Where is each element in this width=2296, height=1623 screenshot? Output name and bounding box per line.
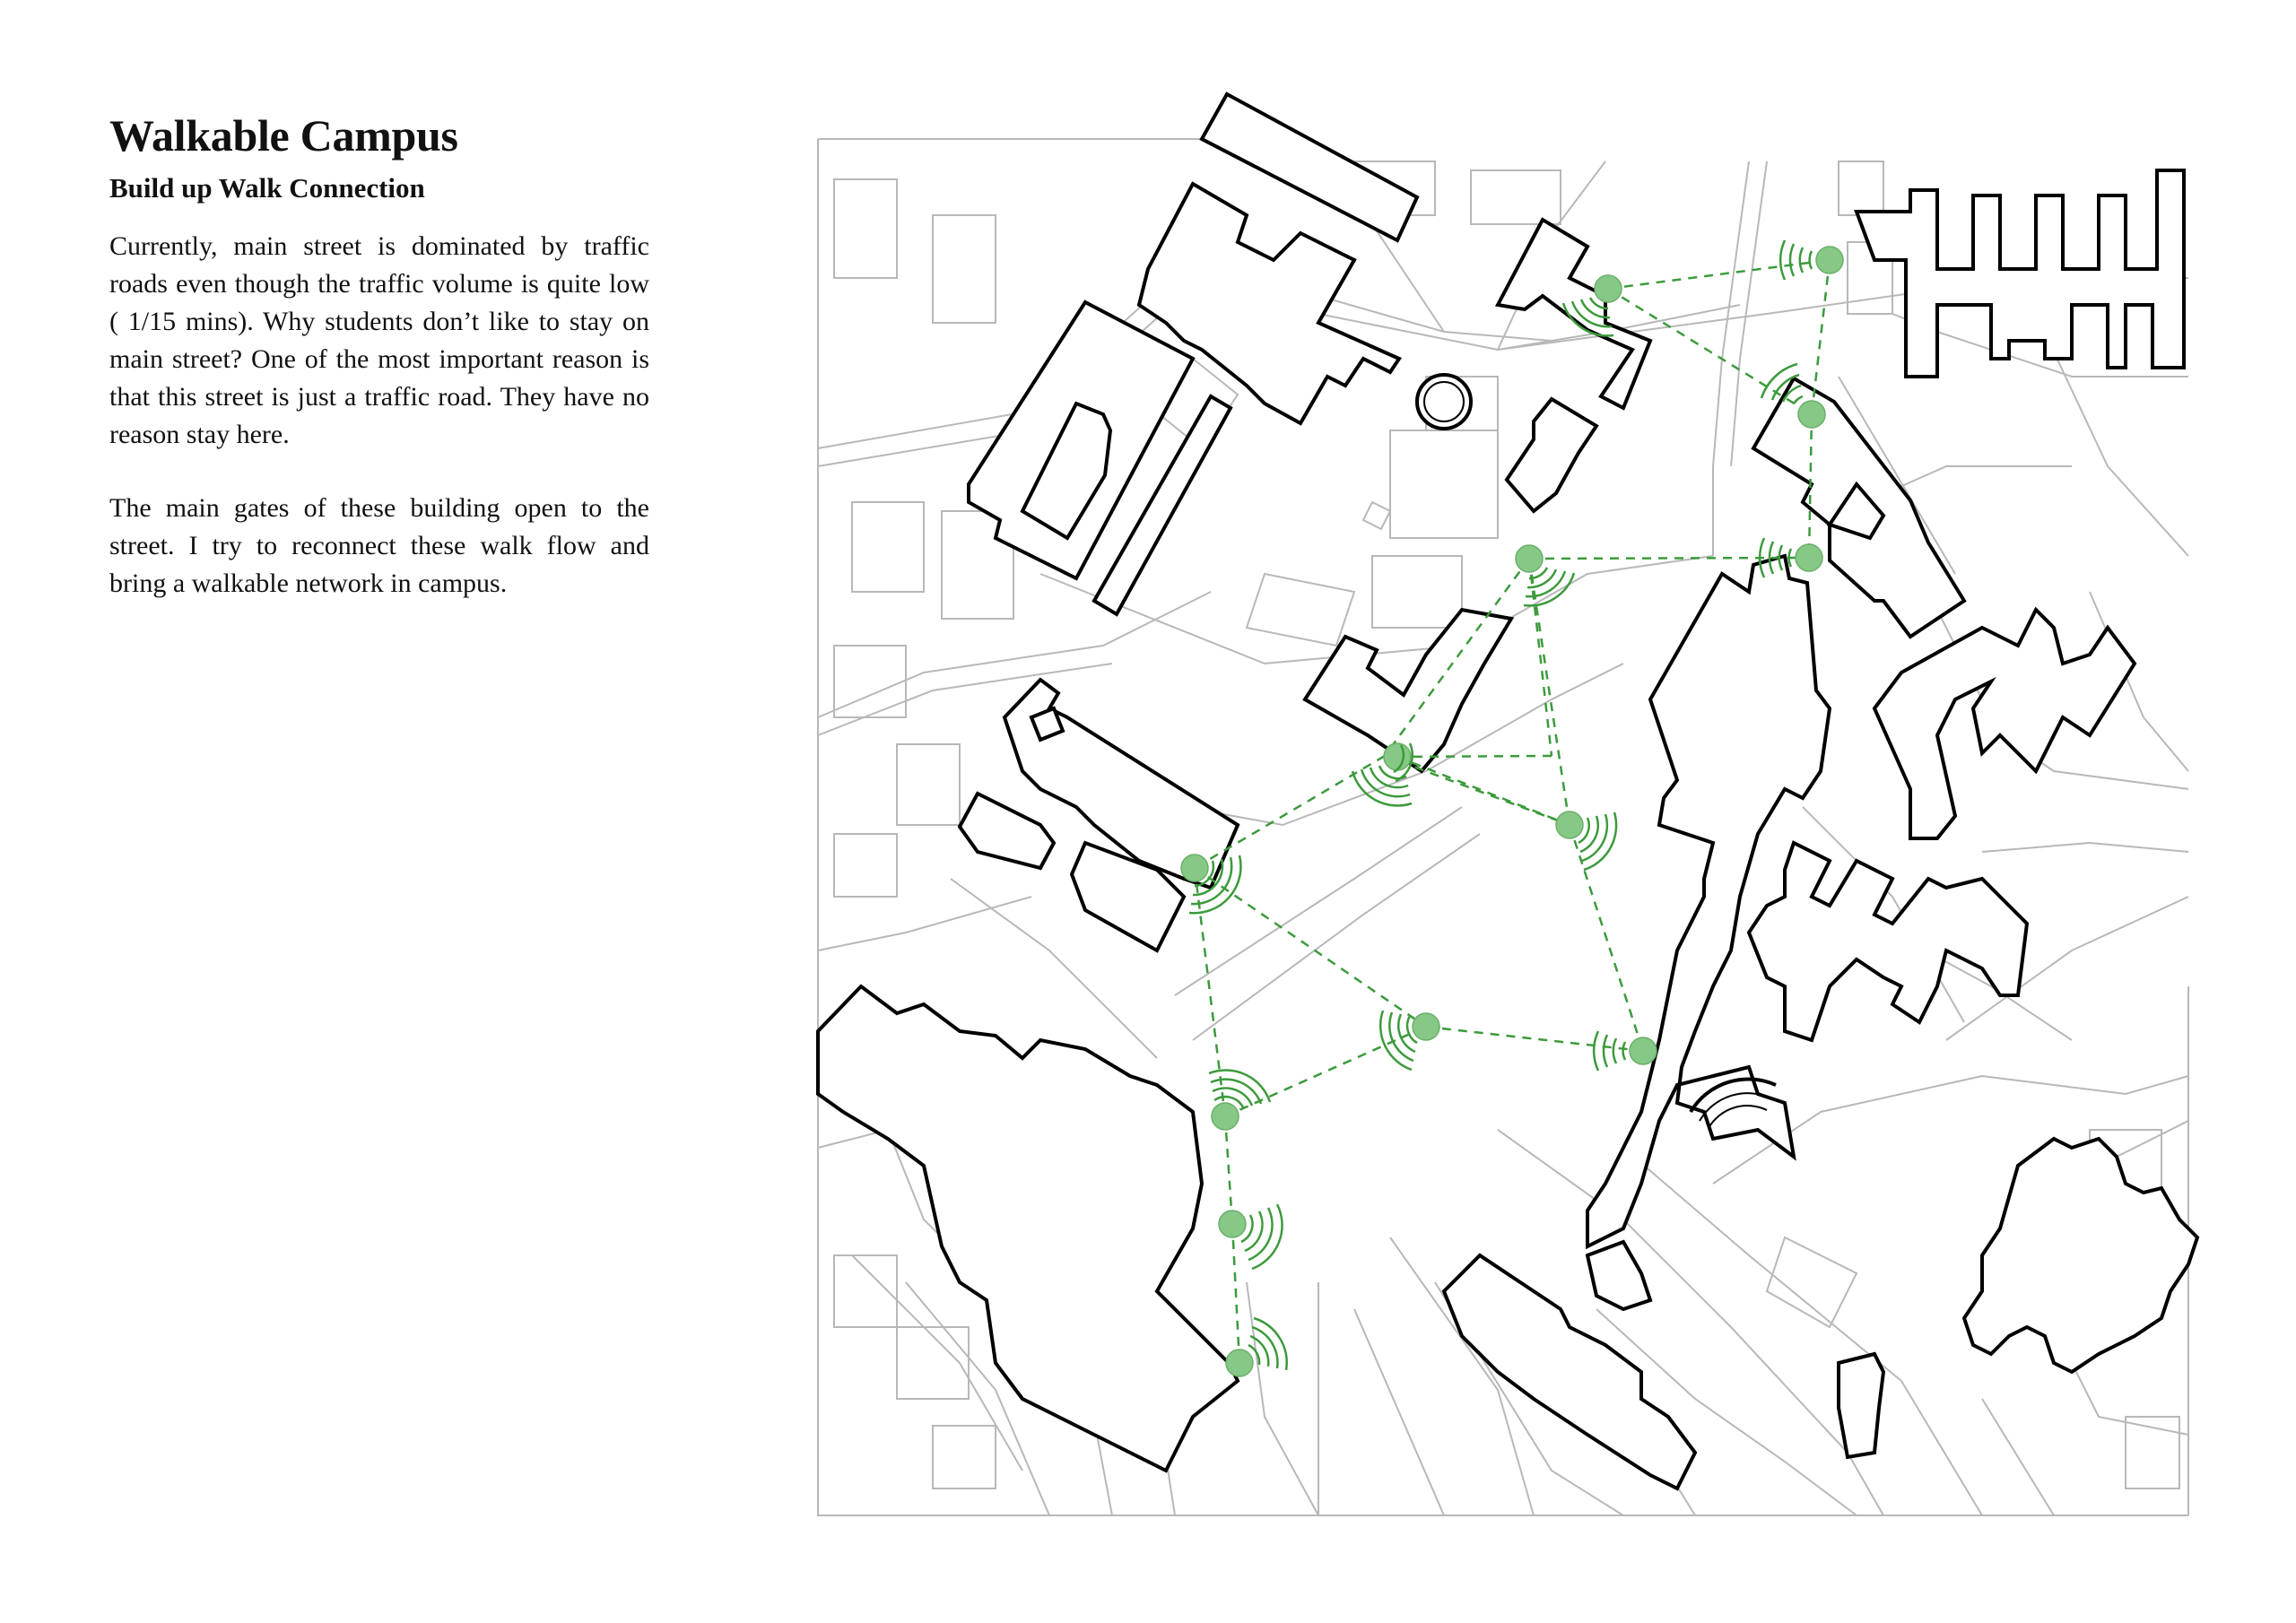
access-node: [1226, 1318, 1287, 1376]
page-title: Walkable Campus: [109, 110, 458, 161]
connection-line: [1195, 868, 1426, 1027]
connection-line: [1426, 1027, 1643, 1051]
connection-line: [1608, 260, 1830, 289]
access-node: [1780, 240, 1843, 280]
connection-line: [1812, 260, 1830, 414]
paragraph-1: Currently, main street is dominated by traffic roads even though the traffic volume is quite low ( 1/15 mins). Why students don’t like to stay on main street? One of the most important reason is that this street is just a traffic road. They have no reason stay here.: [109, 231, 649, 449]
campus-buildings: [818, 94, 2197, 1488]
connection-line: [1529, 559, 1570, 825]
access-node: [1516, 545, 1574, 605]
connection-line: [1529, 558, 1809, 559]
campus-map: [816, 90, 2242, 1524]
paragraph-2: The main gates of these building open to the street. I try to reconnect these walk flow and bring a walkable network in campus.: [109, 493, 649, 598]
connection-line: [1232, 1224, 1239, 1363]
access-node: [1380, 1011, 1439, 1070]
access-node: [1556, 812, 1616, 870]
page-subtitle: Build up Walk Connection: [109, 172, 425, 204]
text-column: [109, 106, 649, 638]
access-node: [1594, 1031, 1657, 1071]
connection-line: [1225, 1116, 1232, 1224]
connection-line: [1570, 825, 1643, 1051]
connection-line: [1225, 1027, 1426, 1116]
access-node: [1219, 1204, 1283, 1269]
connection-line: [1397, 756, 1552, 757]
